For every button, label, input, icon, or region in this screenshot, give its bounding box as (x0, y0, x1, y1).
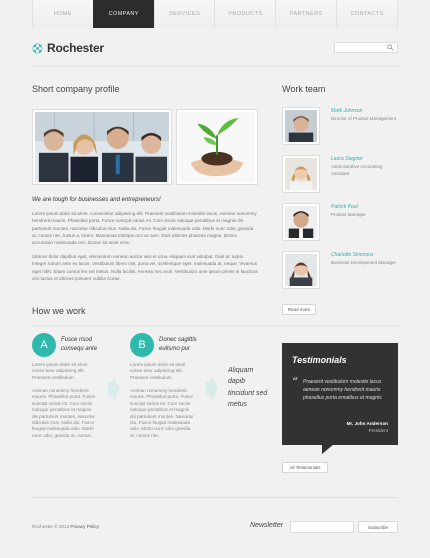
read-more-button[interactable]: Read more (282, 304, 316, 315)
header-divider (32, 66, 398, 67)
team-member-name[interactable]: Laura Stegner (331, 156, 363, 162)
testimonials-title: Testimonials (292, 355, 347, 365)
avatar (282, 251, 320, 289)
profile-paragraph-2: Ultrices dolor dapibus eget, elementum Aenean auctor wisi et urna. Aliquam erat volutpat. Duis ac turpis. Integer rutrum ante eu lacus. Vestibulum libero nisl, porta vel, scelerisque eget, malesuada at, neque. Vivamus eget nibh. Etiam cursus leo vel metus. Nulla facilisi. Aenean nec eros. Vestibulum ante ipsum primis in faucibus orci luctus et ultrices posuere cubilia Curae. (32, 254, 258, 281)
step-a-title: Fusce risod consequ ante (61, 337, 98, 352)
team-member-role: Director of Product Management (331, 116, 397, 121)
business-team-photo (32, 109, 172, 185)
arrow-right-icon (206, 376, 218, 402)
step-b-title: Donec sagittis eulismo pur (159, 337, 197, 352)
section-divider (32, 325, 398, 326)
team-member-role: Administrative Accounting Assistant (331, 164, 383, 176)
testimonial-quote: Praesent vestibulum molestie lacus aenean nonummy hendrerit mauris phasellus porta ematibus et magnis (303, 379, 382, 401)
testimonial-author: Mr. John Anderson (346, 421, 388, 426)
avatar (282, 203, 320, 241)
nav-home[interactable]: HOME (32, 0, 93, 28)
avatar (282, 107, 320, 145)
step-b-text-2: Aenean nonummy hendrerit mauris. Phasellus porta. Fusce suscipit varius mi. Cum sociis natoque penatibus et magnis dis parturient montes. Nascetur dui. Fusce feugiat malesuada odio. Morbi nunc odio gravida at, cursus nec. (130, 388, 194, 438)
quote-icon: “ (292, 375, 299, 389)
how-we-work-title: How we work (32, 306, 86, 316)
plant-in-hands-photo (176, 109, 258, 185)
testimonial-author-role: President (368, 428, 388, 433)
footer-divider (32, 497, 398, 498)
copyright-text: Rochester © 2013 (32, 524, 70, 529)
profile-title: Short company profile (32, 84, 120, 94)
footer-copyright (32, 524, 99, 529)
main-nav (32, 0, 398, 28)
step-a-text-1: Lorem ipsum dolor sit amet conse tetur adipiscing elit. Praesent vestibulum. (32, 362, 88, 380)
testimonial-pointer (322, 444, 334, 454)
testimonial-box (282, 343, 398, 445)
team-title: Work team (282, 84, 326, 94)
profile-paragraph-1: Lorem ipsum dolor sit amet, consectetur adipiscing elit. Praesent vestibulum molestie lacus. Aenean nonummy hendrerit mauris. Phasellus porta. Fusce suscipit varius mi. Cum sociis natoque penatibus et magnis dis parturient montes, nascetur ridiculus mus. Nulla dui. Fusce feugiat malesuada odio. Morbi nunc odio, gravida at, cursus nec, luctus a, lorem. Maecenas tristique orci ac sem. Duis ultricies pharetra magna. Donec accumsan malesuada orci. Donec sit amet eros. (32, 211, 257, 246)
nav-company[interactable]: COMPANY (93, 0, 154, 28)
step-b-text-1: Lorem ipsum dolor sit amet conse tetur adipiscing elit. Praesent vestibulum. (130, 362, 186, 380)
step-a-text-2: Aenean nonummy hendrerit mauris. Phasellus porta. Fusce suscipit varius mi. Cum sociis natoque penatibus et magnis dis parturient montes, nascetur ridiculus mus. Nulla dui. Fusce feugiat malesuada odio. Morbi nunc odio, gravida at, cursus. (32, 388, 96, 438)
step-a-badge: A (32, 333, 56, 357)
step-b-badge: B (130, 333, 154, 357)
step-final-text: Aliquam dapib tincidunt sed metus (228, 367, 268, 409)
site-logo[interactable] (32, 41, 104, 55)
nav-partners[interactable]: PARTNERS (275, 0, 336, 28)
avatar (282, 155, 320, 193)
team-member (282, 251, 397, 289)
team-member (282, 203, 397, 241)
nav-services[interactable]: SERVICES (154, 0, 215, 28)
team-member-name[interactable]: Patrick Pool (331, 204, 358, 210)
search-input[interactable] (334, 42, 398, 53)
team-member (282, 107, 397, 145)
privacy-policy-link[interactable]: Privacy Policy (70, 524, 99, 529)
profile-tagline: We are tough for businesses and entrepreneurs! (32, 197, 161, 203)
team-member-role: Product Manager (331, 212, 366, 217)
subscribe-button[interactable]: Subscribe (358, 521, 398, 533)
logo-flower-icon (32, 43, 43, 54)
nav-contacts[interactable]: CONTACTS (336, 0, 398, 28)
nav-products[interactable]: PRODUCTS (214, 0, 275, 28)
newsletter-email-input[interactable] (290, 521, 354, 533)
arrow-right-icon (108, 376, 120, 402)
logo-text: Rochester (47, 41, 104, 55)
team-member-role: Business Development Manager (331, 260, 397, 265)
team-member-name[interactable]: Charlotte Simmons (331, 252, 374, 258)
search-icon[interactable] (387, 44, 394, 51)
team-member (282, 155, 397, 193)
team-member-name[interactable]: Mark Johnson (331, 108, 363, 114)
all-testimonials-button[interactable]: All Testimonials (282, 462, 328, 473)
newsletter-label: Newsletter (250, 522, 284, 529)
